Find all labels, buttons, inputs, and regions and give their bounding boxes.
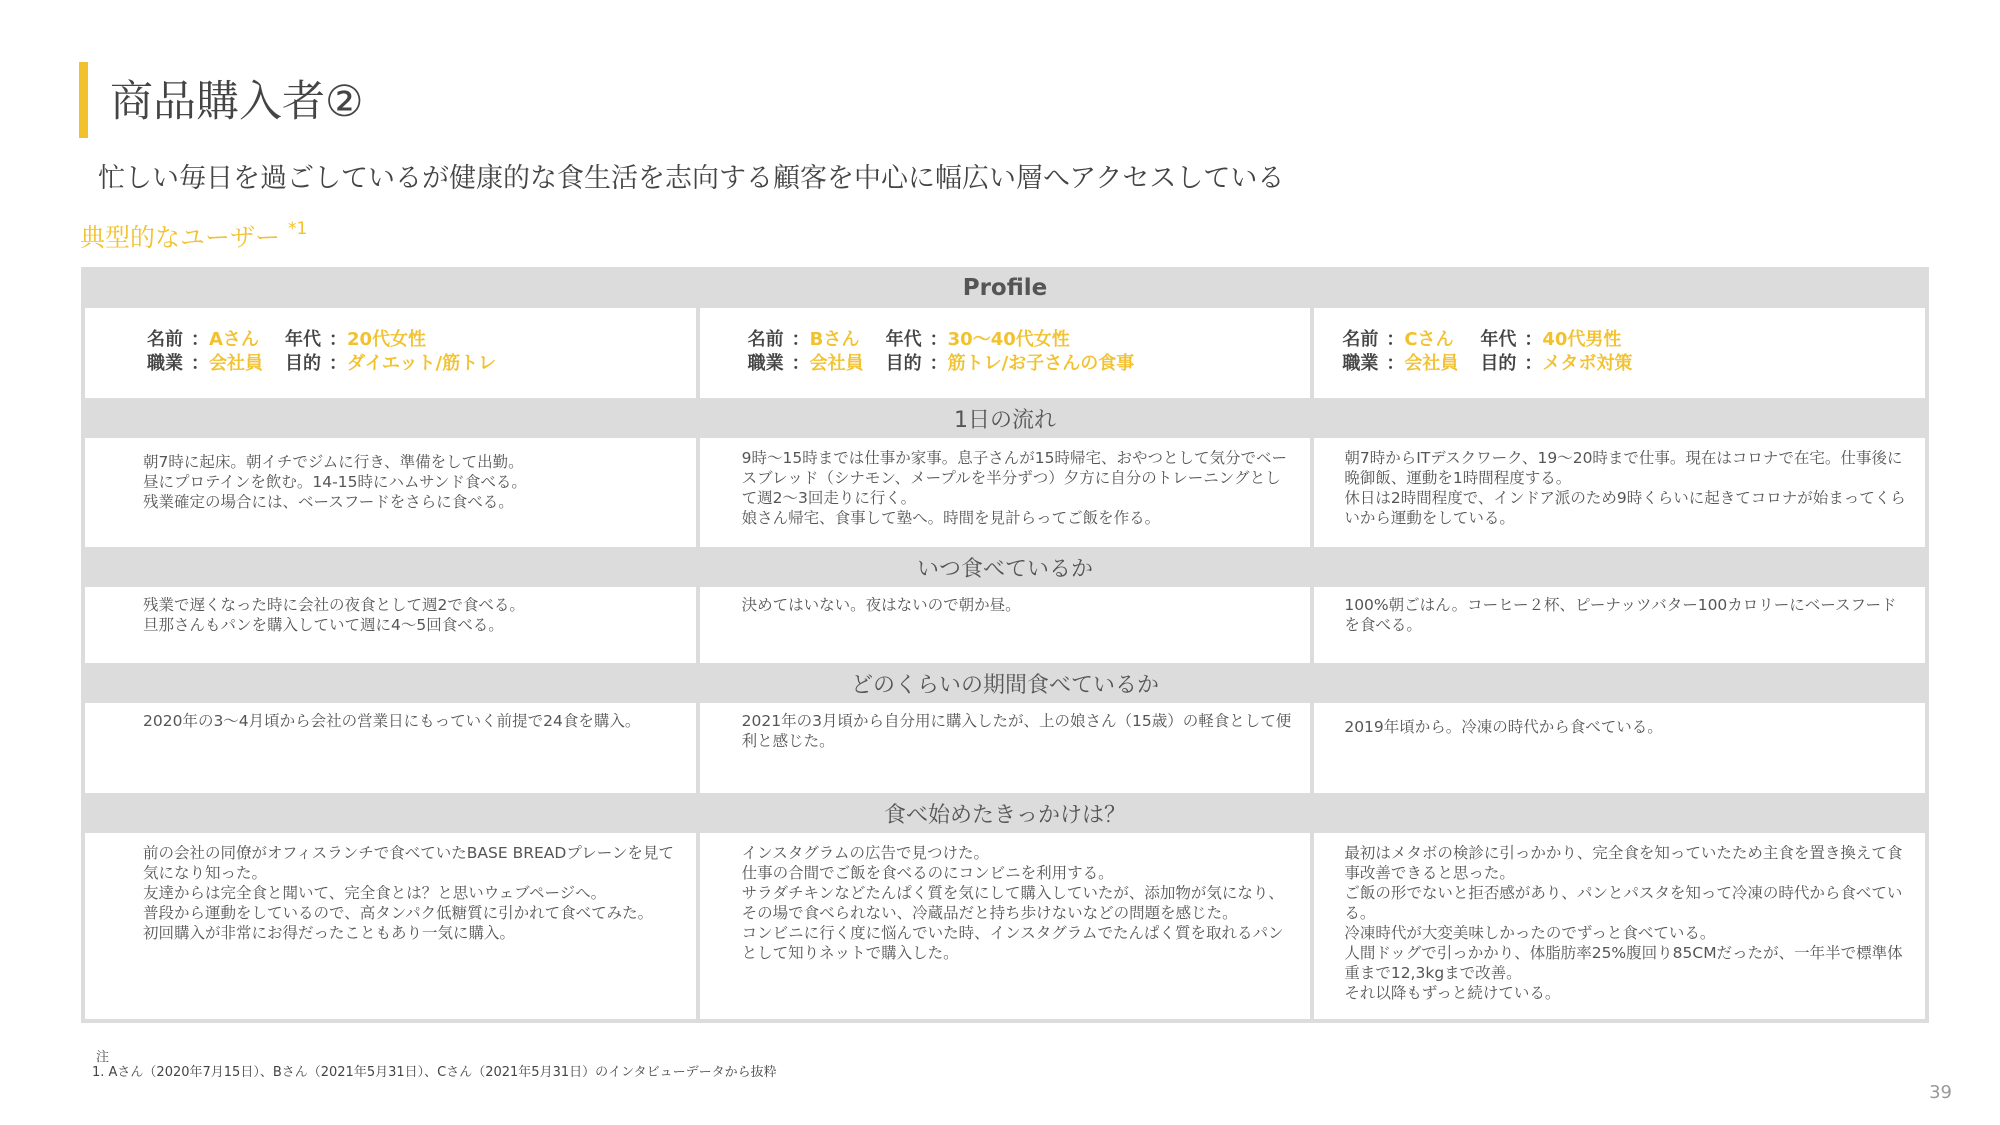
text-line: 人間ドッグで引っかかり、体脂肪率25%腹回り85CMだったが、一年半で標準体重まで12,3kgまで改善。 [1344,944,1903,982]
name-value: ：Cさん [1386,329,1454,350]
section-header-trigger: 食べ始めたきっかけは？ [883,802,1126,828]
text-line: 仕事の合間でご飯を食べるのにコンビニを利用する。 [741,864,1114,882]
text-line: 残業で遅くなった時に会社の夜食として週2で食べる。 [143,596,525,614]
profile-cell-c [1314,308,1925,398]
goal-value: ：ダイエット/筋トレ [329,353,497,374]
when-cell-a [85,587,696,663]
user-profile-table [81,267,1929,1023]
daily-flow-cell-c [1314,438,1925,547]
name-value: ：Bさん [791,329,860,350]
text-line: 冷凍時代が大変美味しかったのでずっと食べている。 [1344,924,1716,942]
age-value: ：30～40代女性 [929,329,1070,350]
age-value: ：40代男性 [1524,329,1622,350]
when-cell-b [700,587,1311,663]
text-line: 娘さん帰宅、食事して塾へ。時間を見計らってご飯を作る。 [741,509,1161,527]
text-line: 最初はメタボの検診に引っかかり、完全食を知っていたため主食を置き換えて食事改善できると思った。 [1344,844,1903,882]
page-title: 商品購入者② [110,77,364,127]
text-line: それ以降もずっと続けている。 [1344,984,1561,1002]
text-line: 2019年頃から。冷凍の時代から食べている。 [1344,718,1663,736]
text-line: ご飯の形でないと拒否感があり、パンとパスタを知って冷凍の時代から食べている。 [1344,884,1903,922]
text-line: 9時～15時までは仕事か家事。息子さんが15時帰宅、おやつとして気分でベースブレッド（シナモン、メープルを半分ずつ）夕方に自分のトレーニングとして週2～3回走りに行く。 [741,449,1287,507]
text-line: サラダチキンなどたんぱく質を気にして購入していたが、添加物が気になり、その場で食べられない、冷蔵品だと持ち歩けないなどの問題を感じた。 [741,884,1284,922]
profile-cell-b [700,308,1311,398]
profile-header: Profile [962,274,1048,301]
when-cell-c [1314,587,1925,663]
section-label [80,218,307,254]
age-label: 年代 [885,329,922,350]
text-line: 普段から運動をしているので、高タンパク低糖質に引かれて食べてみた。 [143,904,654,922]
duration-cell-b [700,703,1311,793]
trigger-cell-b [700,833,1311,1019]
text-line: 旦那さんもパンを購入していて週に4～5回食べる。 [143,616,504,634]
trigger-cell-a [85,833,696,1019]
text-line: 休日は2時間程度で、インドア派のため9時くらいに起きてコロナが始まってくらいから運動をしている。 [1344,489,1906,527]
text-line: 残業確定の場合には、ベースフードをさらに食べる。 [143,493,514,511]
trigger-cell-c [1314,833,1925,1019]
text-line: インスタグラムの広告で見つけた。 [741,844,990,862]
goal-value: ：筋トレ/お子さんの食事 [929,353,1135,374]
text-line: 昼にプロテインを飲む。14-15時にハムサンド食べる。 [143,473,527,491]
note-label: 注 [96,1050,110,1065]
name-label: 名前 [1342,329,1379,350]
text-line: 100%朝ごはん。コーヒー２杯、ピーナッツバター100カロリーにベースフードを食べる。 [1344,596,1897,634]
section-header-duration: どのくらいの期間食べているか [850,672,1159,698]
goal-label: 目的 [285,353,321,374]
job-value: ：会社員 [191,353,263,374]
text-line: 前の会社の同僚がオフィスランチで食べていたBASE BREADプレーンを見て気になり知った。 [143,844,674,882]
text-line: コンビニに行く度に悩んでいた時、インスタグラムでたんぱく質を取れるパンとして知りネットで購入した。 [741,924,1284,962]
section-header-daily-flow: 1日の流れ [954,407,1056,433]
job-label: 職業 [747,353,784,374]
section-header-when: いつ食べているか [916,556,1093,582]
goal-label: 目的 [1480,353,1517,374]
text-line: 2021年の3月頃から自分用に購入したが、上の娘さん（15歳）の軽食として便利と感じた。 [741,712,1292,750]
name-label: 名前 [747,329,784,350]
duration-cell-c [1314,703,1925,793]
job-label: 職業 [1342,353,1379,374]
goal-label: 目的 [885,353,922,374]
footnote: 1. Aさん（2020年7月15日）、Bさん（2021年5月31日）、Cさん（2021年5月31日）のインタビューデータから抜粋 [92,1065,777,1080]
daily-flow-cell-b [700,438,1311,547]
age-label: 年代 [1480,329,1517,350]
page-subtitle: 忙しい毎日を過ごしているが健康的な食生活を志向する顧客を中心に幅広い層へアクセスしている [98,163,1285,194]
job-value: ：会社員 [1386,353,1459,374]
age-label: 年代 [285,329,321,350]
duration-cell-a [85,703,696,793]
name-value: ：Aさん [191,329,259,350]
footnote-marker: *1 [287,219,308,239]
title-accent-bar [79,62,88,138]
text-line: 友達からは完全食と聞いて、完全食とは？と思いウェブページへ。 [143,884,607,902]
section-label-text: 典型的なユーザー [80,223,281,252]
name-label: 名前 [147,329,183,350]
text-line: 決めてはいない。夜はないので朝か昼。 [741,596,1021,614]
text-line: 朝7時からITデスクワーク、19～20時まで仕事。現在はコロナで在宅。仕事後に晩御飯、運動を1時間程度する。 [1344,449,1903,487]
goal-value: ：メタボ対策 [1524,353,1633,374]
page-number: 39 [1929,1082,1952,1103]
text-line: 初回購入が非常にお得だったこともあり一気に購入。 [143,924,516,942]
job-label: 職業 [147,353,183,374]
daily-flow-cell-a [85,438,696,547]
text-line: 2020年の3～4月頃から会社の営業日にもっていく前提で24食を購入。 [143,712,641,730]
profile-cell-a [85,308,696,398]
age-value: ：20代女性 [329,329,427,350]
job-value: ：会社員 [791,353,864,374]
text-line: 朝7時に起床。朝イチでジムに行き、準備をして出勤。 [143,453,524,471]
